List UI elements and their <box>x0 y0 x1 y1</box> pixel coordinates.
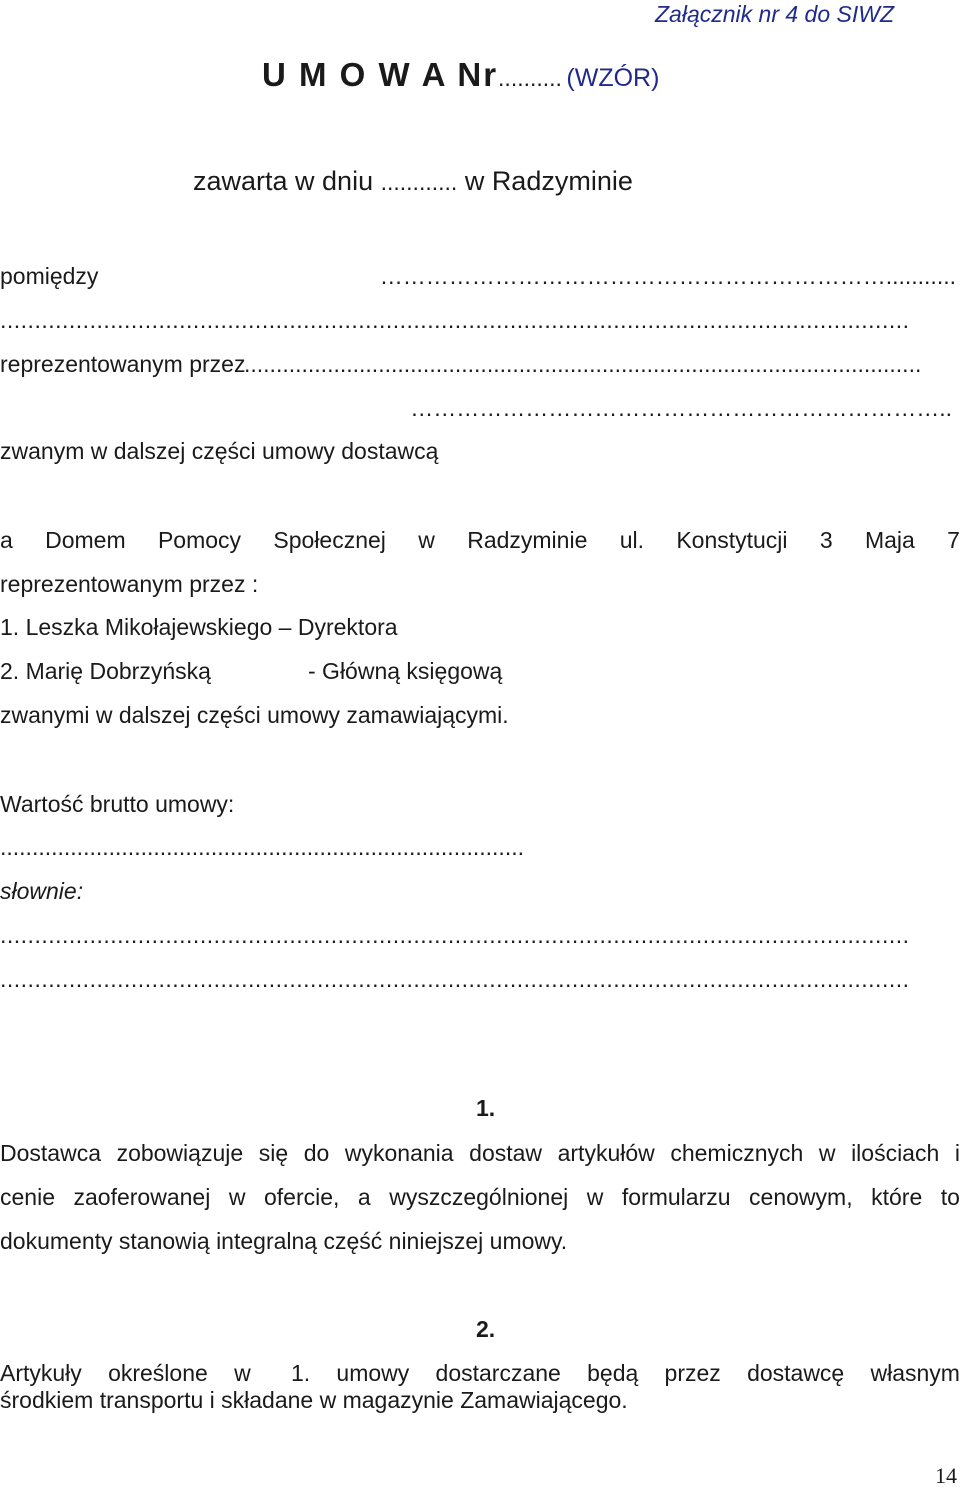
buyer-word: Radzyminie <box>467 527 588 553</box>
buyer-word: Domem <box>45 527 126 553</box>
section-1-number: 1. <box>476 1095 496 1121</box>
represented-line <box>0 350 960 378</box>
value-amount-dots: .................................................................................. <box>0 834 524 860</box>
section-word: umowy <box>336 1360 410 1386</box>
concluded-prefix: zawarta w dniu <box>193 166 374 196</box>
represented-dots-line <box>0 394 960 422</box>
section-word: dostaw <box>469 1140 543 1166</box>
section-word: ofercie, <box>263 1184 340 1210</box>
supplier-name-dots: .................................................................................................................................... <box>0 307 910 333</box>
section-1-heading <box>462 1095 495 1122</box>
buyer-word: Konstytucji <box>676 527 788 553</box>
represented-dots: .......................................................................................................... <box>244 351 922 377</box>
section-word: do <box>303 1140 330 1166</box>
section-word: wyszczególnionej <box>389 1184 569 1210</box>
section-word: własnym <box>870 1360 960 1386</box>
section-1-line-2 <box>0 1183 960 1211</box>
section-word: w <box>234 1360 251 1386</box>
value-words-dots-2: .................................................................................................................................... <box>0 966 910 992</box>
section-2-line-1 <box>0 1359 960 1387</box>
value-words-label: słownie: <box>0 878 84 904</box>
section-word: to <box>940 1184 960 1210</box>
between-line <box>0 262 960 290</box>
buyer-word: Maja <box>864 527 915 553</box>
section-word: dostawcę <box>747 1360 845 1386</box>
buyer-word: w <box>418 527 435 553</box>
buyer-word: a <box>0 527 13 553</box>
section-word: cenowym, <box>749 1184 853 1210</box>
section-word: Dostawca <box>0 1140 101 1166</box>
section-word: zobowiązuje <box>116 1140 244 1166</box>
section-word: w <box>586 1184 604 1210</box>
buyer-word: 7 <box>947 527 960 553</box>
value-label: Wartość brutto umowy: <box>0 791 235 817</box>
buyer-represented: reprezentowanym przez : <box>0 571 259 597</box>
section-word: zaoferowanej <box>73 1184 211 1210</box>
section-2-number: 2. <box>476 1316 496 1342</box>
section-word: i <box>954 1140 960 1166</box>
section-word: w <box>818 1140 836 1166</box>
section-word: cenie <box>0 1184 55 1210</box>
representative-2-name: 2. Marię Dobrzyńską <box>0 658 211 684</box>
section-word: w <box>228 1184 246 1210</box>
section-word: się <box>258 1140 289 1166</box>
title-note: (WZÓR) <box>566 64 660 92</box>
section-word: które <box>871 1184 923 1210</box>
buyer-word: 3 <box>819 527 833 553</box>
concluded-line <box>193 165 633 198</box>
section-word: a <box>357 1184 371 1210</box>
concluded-date-dots: ............ <box>380 169 458 195</box>
section-1-line-3: dokumenty stanowią integralną część niniejszej umowy. <box>0 1228 568 1254</box>
buyer-line <box>0 526 960 554</box>
title-main: U M O W A Nr <box>262 56 499 93</box>
section-word: formularzu <box>621 1184 731 1210</box>
section-word: chemicznych <box>670 1140 804 1166</box>
section-word: określone <box>108 1360 208 1386</box>
section-word: ilościach <box>851 1140 940 1166</box>
buyer-word: Pomocy <box>157 527 242 553</box>
section-word: artykułów <box>557 1140 655 1166</box>
section-word: 1. <box>290 1360 311 1386</box>
representative-1: 1. Leszka Mikołajewskiego – Dyrektora <box>0 614 398 640</box>
buyer-word: ul. <box>619 527 644 553</box>
section-2-heading <box>462 1316 495 1343</box>
section-word: będą <box>587 1360 639 1386</box>
representative-2-role: - Główną księgową <box>308 658 503 684</box>
supplier-clause: zwanym w dalszej części umowy dostawcą <box>0 438 439 464</box>
title-number-dots: .......... <box>498 65 562 91</box>
attachment-label: Załącznik nr 4 do SIWZ <box>655 1 895 27</box>
represented-label: reprezentowanym przez <box>0 351 246 377</box>
document-title <box>262 56 659 94</box>
buyer-clause: zwanymi w dalszej części umowy zamawiającymi. <box>0 702 509 728</box>
section-word: Artykuły <box>0 1360 82 1386</box>
section-word: przez <box>664 1360 721 1386</box>
section-word: wykonania <box>344 1140 454 1166</box>
page-number: 14 <box>935 1463 957 1488</box>
represented-dots-continued: …………………………………………………………….. <box>410 395 952 421</box>
between-dots: …………………………………………………………........... <box>379 263 956 289</box>
value-words-dots-1: .................................................................................................................................... <box>0 922 910 948</box>
buyer-word: Społecznej <box>273 527 386 553</box>
representative-2 <box>0 657 960 685</box>
section-2-line-2: środkiem transportu i składane w magazynie Zamawiającego. <box>0 1387 628 1413</box>
concluded-place: w Radzyminie <box>464 166 633 196</box>
section-1-line-1 <box>0 1139 960 1167</box>
between-label: pomiędzy <box>0 263 99 289</box>
section-word: dostarczane <box>435 1360 561 1386</box>
